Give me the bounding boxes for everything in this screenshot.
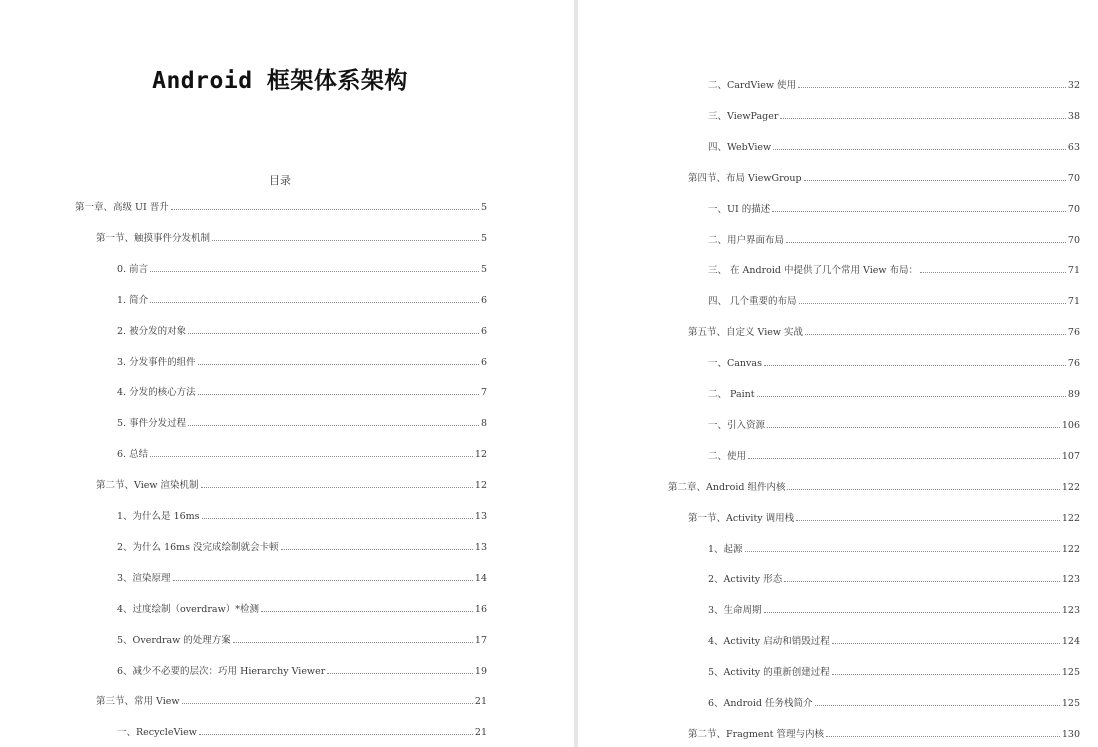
toc-heading: 目录 [269,174,291,187]
toc-dot-leader [198,364,479,365]
toc-dot-leader [173,580,473,581]
toc-entry-page-number: 76 [1067,327,1080,338]
toc-entry-page-number: 89 [1067,389,1080,400]
toc-entry-page-number: 71 [1067,296,1080,307]
toc-entry[interactable] [708,111,1080,123]
toc-entry[interactable] [117,666,487,678]
toc-entry-label: 二、 Paint [708,389,755,400]
toc-dot-leader [233,642,473,643]
toc-entry[interactable] [117,387,487,399]
toc-entry[interactable] [96,233,487,245]
toc-dot-leader [748,458,1060,459]
toc-entry-label: 第二节、Fragment 管理与内核 [688,729,824,740]
toc-entry-page-number: 5 [480,264,487,275]
toc-dot-leader [815,705,1060,706]
toc-entry-page-number: 16 [474,604,487,615]
toc-entry-page-number: 125 [1061,698,1080,709]
toc-dot-leader [201,487,473,488]
toc-entry-label: 2. 被分发的对象 [117,326,187,337]
toc-entry-page-number: 32 [1067,80,1080,91]
toc-dot-leader [764,612,1060,613]
toc-entry-label: 第四节、布局 ViewGroup [688,173,802,184]
toc-entry[interactable] [688,327,1080,339]
toc-entry-page-number: 38 [1067,111,1080,122]
toc-entry-page-number: 123 [1061,574,1080,585]
toc-entry-page-number: 6 [480,357,487,368]
toc-dot-leader [805,334,1066,335]
toc-entry-label: 6、Android 任务栈简介 [708,698,813,709]
toc-entry-page-number: 76 [1067,358,1080,369]
toc-entry-label: 一、Canvas [708,358,762,369]
toc-entry-page-number: 122 [1061,544,1080,555]
toc-entry[interactable] [708,265,1080,277]
toc-entry-label: 二、CardView 使用 [708,80,797,91]
toc-entry[interactable] [708,204,1080,216]
toc-entry[interactable] [668,482,1080,494]
toc-entry-label: 一、UI 的描述 [708,204,771,215]
toc-entry-label: 第二章、Android 组件内核 [668,482,786,493]
toc-entry[interactable] [117,604,487,616]
toc-entry[interactable] [117,295,487,307]
toc-entry-page-number: 12 [474,449,487,460]
toc-entry-label: 1、起源 [708,544,743,555]
toc-entry-label: 第二节、View 渲染机制 [96,480,199,491]
toc-entry-page-number: 14 [474,573,487,584]
toc-entry-label: 3、生命周期 [708,605,762,616]
toc-entry-label: 第一节、触摸事件分发机制 [96,233,211,244]
toc-entry-label: 3. 分发事件的组件 [117,357,196,368]
toc-dot-leader [281,549,473,550]
toc-entry[interactable] [117,635,487,647]
document-page-right [578,0,1098,747]
toc-dot-leader [804,180,1066,181]
toc-entry-label: 6、减少不必要的层次：巧用 Hierarchy Viewer [117,666,326,677]
toc-entry[interactable] [708,451,1080,463]
toc-entry-page-number: 124 [1061,636,1080,647]
toc-dot-leader [832,643,1060,644]
toc-entry-page-number: 5 [480,233,487,244]
toc-entry[interactable] [708,698,1080,710]
toc-entry-label: 5、Activity 的重新创建过程 [708,667,830,678]
toc-entry[interactable] [75,202,487,214]
toc-entry-page-number: 13 [474,511,487,522]
toc-entry-label: 4. 分发的核心方法 [117,387,196,398]
toc-entry-page-number: 122 [1061,482,1080,493]
toc-entry-page-number: 21 [474,727,487,738]
toc-entry[interactable] [117,573,487,585]
toc-entry-page-number: 106 [1061,420,1080,431]
toc-dot-leader [261,611,473,612]
toc-dot-leader [182,703,473,704]
toc-entry[interactable] [688,173,1080,185]
toc-dot-leader [327,673,473,674]
toc-dot-leader [171,209,479,210]
toc-dot-leader [199,734,473,735]
toc-entry-page-number: 70 [1067,204,1080,215]
toc-dot-leader [150,271,479,272]
toc-entry[interactable] [96,696,487,708]
toc-entry[interactable] [708,358,1080,370]
toc-entry-label: 四、 几个重要的布局 [708,296,797,307]
toc-entry-page-number: 63 [1067,142,1080,153]
toc-dot-leader [767,427,1060,428]
toc-entry[interactable] [117,418,487,430]
toc-entry[interactable] [708,235,1080,247]
toc-entry[interactable] [117,449,487,461]
toc-dot-leader [772,211,1066,212]
toc-dot-leader [188,333,479,334]
toc-entry[interactable] [117,511,487,523]
toc-dot-leader [150,456,473,457]
toc-entry-label: 第一章、高级 UI 晋升 [75,202,169,213]
toc-entry-page-number: 70 [1067,235,1080,246]
toc-dot-leader [798,87,1066,88]
toc-entry-label: 第一节、Activity 调用栈 [688,513,795,524]
toc-entry-label: 一、RecycleView [117,727,197,738]
toc-entry[interactable] [117,326,487,338]
toc-dot-leader [787,489,1059,490]
toc-entry-label: 1、为什么是 16ms [117,511,200,522]
toc-entry[interactable] [708,296,1080,308]
toc-entry[interactable] [708,389,1080,401]
toc-entry-page-number: 7 [480,387,487,398]
toc-entry-label: 0. 前言 [117,264,149,275]
toc-entry-page-number: 130 [1061,729,1080,740]
toc-dot-leader [212,240,479,241]
toc-entry-label: 5. 事件分发过程 [117,418,187,429]
document-title: Android 框架体系架构 [152,68,408,94]
toc-entry-label: 第五节、自定义 View 实战 [688,327,804,338]
toc-entry-label: 4、Activity 启动和销毁过程 [708,636,830,647]
toc-dot-leader [745,551,1060,552]
toc-entry-label: 三、 在 Android 中提供了几个常用 View 布局： [708,265,919,276]
toc-entry-label: 四、WebView [708,142,772,153]
toc-entry[interactable] [117,357,487,369]
toc-entry-label: 1. 简介 [117,295,149,306]
toc-entry[interactable] [688,729,1080,741]
toc-dot-leader [920,272,1066,273]
toc-entry-page-number: 70 [1067,173,1080,184]
toc-entry-page-number: 123 [1061,605,1080,616]
toc-dot-leader [198,394,479,395]
toc-entry-page-number: 6 [480,326,487,337]
toc-dot-leader [832,674,1060,675]
toc-dot-leader [757,396,1066,397]
toc-entry-label: 6. 总结 [117,449,149,460]
toc-entry[interactable] [708,667,1080,679]
toc-entry[interactable] [117,542,487,554]
toc-dot-leader [826,736,1060,737]
toc-entry-page-number: 21 [474,696,487,707]
toc-dot-leader [784,581,1060,582]
toc-entry[interactable] [117,264,487,276]
toc-entry[interactable] [708,420,1080,432]
toc-entry[interactable] [708,574,1080,586]
toc-dot-leader [799,303,1066,304]
toc-entry-label: 第三节、常用 View [96,696,180,707]
toc-entry-label: 5、Overdraw 的处理方案 [117,635,231,646]
toc-dot-leader [773,149,1066,150]
toc-entry[interactable] [708,636,1080,648]
toc-entry-page-number: 71 [1067,265,1080,276]
toc-entry[interactable] [117,727,487,739]
toc-entry-page-number: 8 [480,418,487,429]
toc-entry-label: 二、用户界面布局 [708,235,785,246]
toc-dot-leader [764,365,1066,366]
toc-entry-page-number: 6 [480,295,487,306]
toc-entry-page-number: 19 [474,666,487,677]
toc-entry[interactable] [688,513,1080,525]
toc-entry-page-number: 107 [1061,451,1080,462]
toc-entry[interactable] [708,544,1080,556]
toc-entry-label: 三、ViewPager [708,111,779,122]
toc-dot-leader [780,118,1066,119]
toc-entry-page-number: 12 [474,480,487,491]
toc-entry-page-number: 125 [1061,667,1080,678]
toc-entry[interactable] [708,80,1080,92]
toc-entry-label: 2、为什么 16ms 没完成绘制就会卡顿 [117,542,279,553]
toc-entry-label: 4、过度绘制（overdraw）*检测 [117,604,259,615]
toc-entry-label: 二、使用 [708,451,747,462]
toc-entry-page-number: 5 [480,202,487,213]
toc-entry-page-number: 122 [1061,513,1080,524]
toc-entry[interactable] [708,605,1080,617]
toc-dot-leader [786,242,1066,243]
toc-entry-label: 3、渲染原理 [117,573,171,584]
toc-entry-page-number: 13 [474,542,487,553]
toc-entry[interactable] [96,480,487,492]
toc-entry-label: 一、引入资源 [708,420,766,431]
toc-dot-leader [150,302,479,303]
toc-entry-label: 2、Activity 形态 [708,574,783,585]
toc-dot-leader [202,518,473,519]
toc-dot-leader [796,520,1060,521]
toc-entry[interactable] [708,142,1080,154]
toc-dot-leader [188,425,479,426]
toc-entry-page-number: 17 [474,635,487,646]
